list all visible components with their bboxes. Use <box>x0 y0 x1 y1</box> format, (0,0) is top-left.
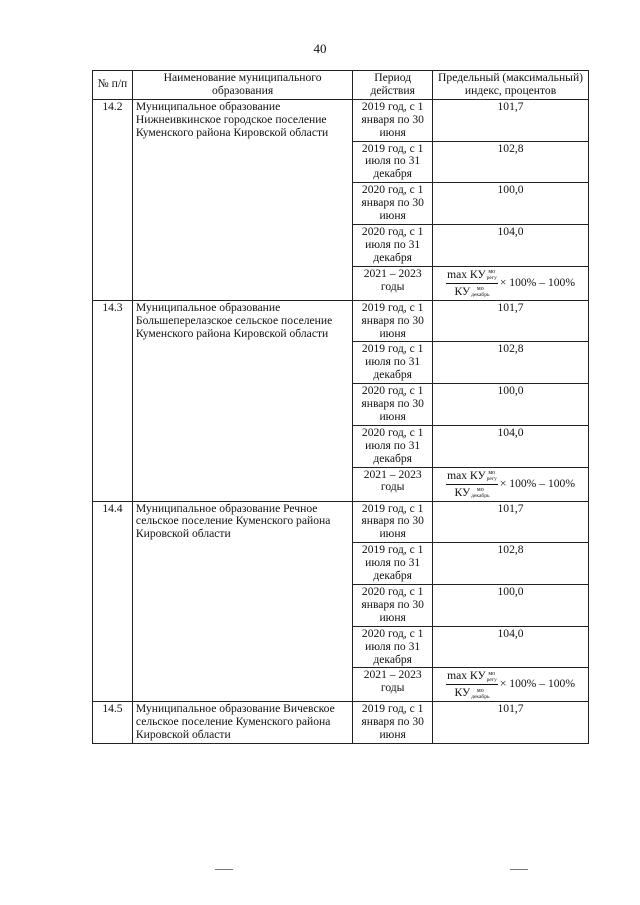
table-header-row <box>93 71 589 100</box>
formula-indices <box>471 688 489 700</box>
municipality-name: Муниципальное образование Большеперелазское сельское поселение Куменского района Кировской области <box>132 300 352 501</box>
formula-indices <box>487 269 497 281</box>
formula-max: max КУ <box>447 468 486 482</box>
formula-indices <box>487 470 497 482</box>
header-number: № п/п <box>93 71 133 100</box>
row-number: 14.4 <box>93 501 133 702</box>
table-row <box>93 702 589 744</box>
formula-sup: мо <box>476 687 484 694</box>
formula-sup: мо <box>488 469 496 476</box>
period-cell: 2019 год, с 1 января по 30 июня <box>353 99 433 141</box>
period-cell: 2020 год, с 1 июля по 31 декабря <box>353 425 433 467</box>
period-cell: 2019 год, с 1 июля по 31 декабря <box>353 141 433 183</box>
formula-max: max КУ <box>447 267 486 281</box>
scan-mark <box>215 869 233 870</box>
formula-numerator <box>446 669 498 685</box>
row-number: 14.3 <box>93 300 133 501</box>
formula-sub-dec: декабрь <box>471 693 490 700</box>
index-value: 101,7 <box>433 300 589 342</box>
formula-rest: × 100% – 100% <box>499 677 575 691</box>
municipality-name: Муниципальное образование Речное сельское поселение Куменского района Кировской области <box>132 501 352 702</box>
table-row <box>93 501 589 543</box>
formula <box>446 669 575 700</box>
table-row <box>93 300 589 342</box>
tariff-index-table <box>92 70 589 744</box>
index-value: 104,0 <box>433 626 589 668</box>
municipality-name: Муниципальное образование Вичевское сельское поселение Куменского района Кировской области <box>132 702 352 744</box>
index-value: 102,8 <box>433 141 589 183</box>
period-cell: 2021 – 2023 годы <box>353 467 433 501</box>
header-municipality: Наименование муниципального образования <box>132 71 352 100</box>
page-number: 40 <box>313 41 327 56</box>
formula-den: КУ <box>454 284 471 298</box>
period-cell: 2020 год, с 1 января по 30 июня <box>353 183 433 225</box>
period-cell: 2019 год, с 1 июля по 31 декабря <box>353 543 433 585</box>
formula-numerator <box>446 268 498 284</box>
formula-rest: × 100% – 100% <box>499 275 575 289</box>
formula-denominator <box>453 485 490 500</box>
period-cell: 2021 – 2023 годы <box>353 266 433 300</box>
index-value: 102,8 <box>433 543 589 585</box>
index-value: 104,0 <box>433 425 589 467</box>
period-cell: 2019 год, с 1 января по 30 июня <box>353 300 433 342</box>
index-formula <box>433 668 589 702</box>
formula-fraction <box>446 268 498 299</box>
index-value: 101,7 <box>433 501 589 543</box>
formula-indices <box>471 286 489 298</box>
index-value: 101,7 <box>433 99 589 141</box>
index-value: 100,0 <box>433 384 589 426</box>
formula-indices <box>487 671 497 683</box>
index-value: 100,0 <box>433 183 589 225</box>
period-cell: 2020 год, с 1 июля по 31 декабря <box>353 626 433 668</box>
index-value: 104,0 <box>433 224 589 266</box>
formula-fraction <box>446 669 498 700</box>
period-cell: 2021 – 2023 годы <box>353 668 433 702</box>
formula-sup: мо <box>476 486 484 493</box>
formula-sub-reg: регу <box>486 676 497 683</box>
formula-max: max КУ <box>447 669 486 683</box>
period-cell: 2020 год, с 1 июля по 31 декабря <box>353 224 433 266</box>
formula <box>446 469 575 500</box>
index-value: 101,7 <box>433 702 589 744</box>
period-cell: 2019 год, с 1 июля по 31 декабря <box>353 342 433 384</box>
formula-denominator <box>453 284 490 299</box>
index-value: 102,8 <box>433 342 589 384</box>
formula-rest: × 100% – 100% <box>499 476 575 490</box>
formula-sup: мо <box>488 269 496 276</box>
formula-sub-reg: регу <box>486 475 497 482</box>
formula-sub-dec: декабрь <box>471 292 490 299</box>
formula-sup: мо <box>488 670 496 677</box>
formula-denominator <box>453 685 490 700</box>
formula-numerator <box>446 469 498 485</box>
row-number: 14.5 <box>93 702 133 744</box>
table-row <box>93 99 589 141</box>
formula-den: КУ <box>454 485 471 499</box>
period-cell: 2019 год, с 1 января по 30 июня <box>353 501 433 543</box>
municipality-name: Муниципальное образование Нижнеивкинское городское поселение Куменского района Кировской области <box>132 99 352 300</box>
period-cell: 2020 год, с 1 января по 30 июня <box>353 384 433 426</box>
header-period: Период действия <box>353 71 433 100</box>
formula-indices <box>471 487 489 499</box>
index-formula <box>433 266 589 300</box>
formula <box>446 268 575 299</box>
period-cell: 2020 год, с 1 января по 30 июня <box>353 585 433 627</box>
row-number: 14.2 <box>93 99 133 300</box>
formula-den: КУ <box>454 686 471 700</box>
formula-fraction <box>446 469 498 500</box>
formula-sup: мо <box>476 286 484 293</box>
index-formula <box>433 467 589 501</box>
formula-sub-dec: декабрь <box>471 492 490 499</box>
index-value: 100,0 <box>433 585 589 627</box>
formula-sub-reg: регу <box>486 275 497 282</box>
period-cell: 2019 год, с 1 января по 30 июня <box>353 702 433 744</box>
scan-mark <box>510 869 528 870</box>
header-index: Предельный (максимальный) индекс, процентов <box>433 71 589 100</box>
table-body <box>93 99 589 743</box>
